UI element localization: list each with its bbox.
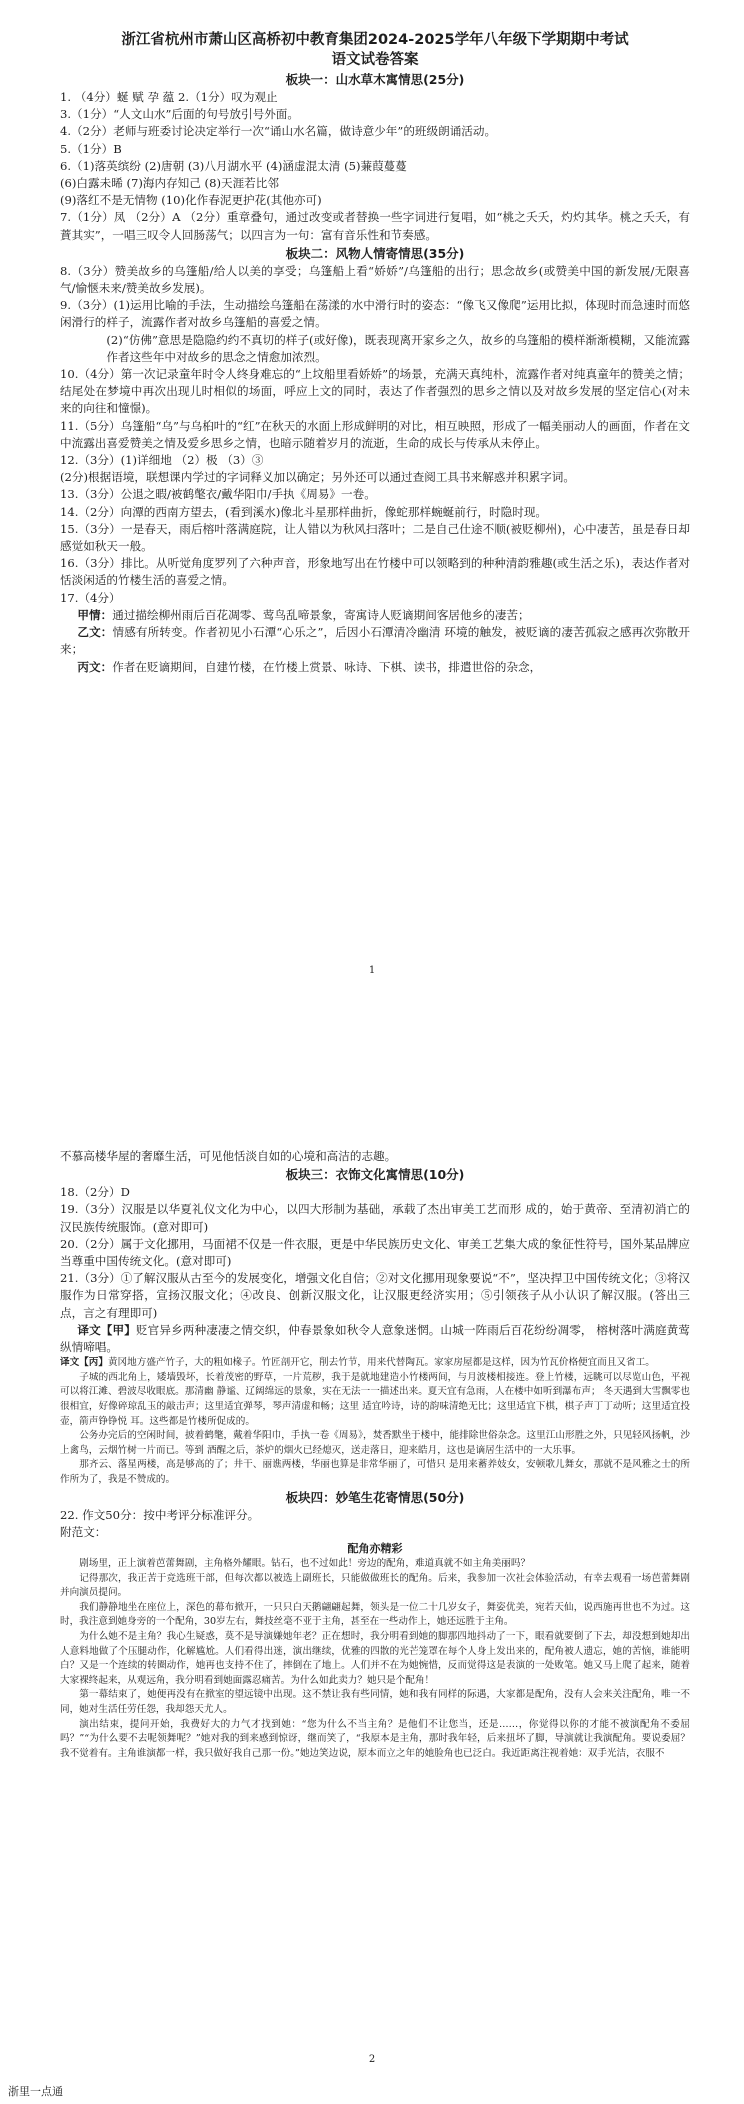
page2-content — [60, 1148, 690, 1761]
answer-line: 12.（3分）(1)详细地 （2）极 （3）③ — [60, 453, 264, 468]
answer-line: 10.（4分）第一次记录童年时令人终身难忘的“上坟船里看娇娇”的场景，充满天真纯朴，流露作者对纯真童年的赞美之情；结尾处在梦境中再次出现儿时相似的场面，呼应上文的同时，表达了作者强烈的思乡之情以及对故乡发展的坚定信心(对未来的向往和憧憬)。 — [60, 367, 690, 416]
translation-paragraph: 公务办完后的空闲时间，披着鹤氅，戴着华阳巾，手执一卷《周易》，焚香默坐于楼中，能排除世俗杂念。这里江山形胜之外，只见轻风扬帆，沙上禽鸟，云烟竹树一片而已。等到 酒醒之后，茶炉的烟火已经熄灭，送走落日，迎来皓月，这也是谪居生活中的一大乐事。 — [60, 1430, 690, 1456]
bing-text: 作者在贬谪期间，自建竹楼，在竹楼上赏景、咏诗、下棋、读书，排遣世俗的杂念， — [112, 659, 542, 674]
jia-text: 通过描绘柳州雨后百花凋零、莺鸟乱啼景象，寄寓诗人贬谪期间客居他乡的凄苦； — [112, 607, 530, 622]
essay-paragraph: 剧场里，正上演着芭蕾舞剧，主角格外耀眼。钻石，也不过如此！旁边的配角，难道真就不如主角美丽吗？ — [79, 1557, 531, 1569]
essay-paragraph: 演出结束，提问开始，我费好大的力气才找到她：“您为什么不当主角？是他们不让您当，还是……，你觉得以你的才能不被演配角不委屈吗？”“为什么要不去呢领舞呢？”她对我的到来感到惊讶，继而笑了，“我原本是主角，那时我年轻，后来扭坏了脚，导演就让我演配角。要说委屈？我不觉着有。主角谁演都一样，我只做好我自己那一份。”她边笑边说，原本而立之年的她脸角也已泛白。我近距离注视着她：双手光洁，衣服不 — [60, 1718, 690, 1759]
translation-jia-label: 译文【甲】 — [77, 1322, 136, 1337]
essay-paragraph: 第一幕结束了，她便再没有在掀室的望远镜中出现。这不禁让我有些同情，她和我有同样的际遇，大家都是配角，没有人会来关注配角，唯一不同，她对生活任劳任怨，我却怨天尤人。 — [60, 1689, 690, 1715]
section2-heading: 板块二：风物人情寄情思(35分) — [285, 245, 465, 261]
answer-line: 18.（2分）D — [60, 1185, 130, 1200]
answer-line: 4.（2分）老师与班委讨论决定举行一次“诵山水名篇，做诗意少年”的班级朗诵活动。 — [60, 124, 497, 139]
answer-line: 21.（3分）①了解汉服从古至今的发展变化，增强文化自信；②对文化挪用现象要说“不”，坚决捍卫中国传统文化；③将汉服作为日常穿搭，宣扬汉服文化；④改良、创新汉服文化，让汉服更经济实用；⑤引领孩子从小认识了解汉服。(答出三点，言之有理即可) — [60, 1271, 690, 1320]
page1-content — [60, 30, 690, 676]
answer-line: 7.（1分）凤 （2分）A （2分）重章叠句，通过改变或者替换一些字词进行复唱，如“桃之夭夭，灼灼其华。桃之夭夭，有蕡其实”，一唱三叹令人回肠荡气；以四言为一句：富有音乐性和节奏感。 — [60, 210, 690, 242]
essay-label: 附范文： — [60, 1524, 107, 1539]
answer-17-continuation: 不慕高楼华屋的奢靡生活，可见他恬淡自如的心境和高洁的志趣。 — [60, 1149, 397, 1163]
translation-bing-text: 黄冈地方盛产竹子，大的粗如椽子。竹匠剖开它，削去竹节，用来代替陶瓦。家家房屋都是这样，因为竹瓦价格便宜而且又省工。 — [107, 1357, 655, 1369]
answer-line: 6.（1)落英缤纷 (2)唐朝 (3)八月湖水平 (4)涵虚混太清 (5)蒹葭蔓蔓 — [60, 158, 407, 173]
answer-line: 15.（3分）一是春天，雨后榕叶落满庭院，让人错以为秋风扫落叶；二是自己仕途不顺(被贬柳州)，心中凄苦，虽是春日却感觉如秋天一般。 — [60, 521, 690, 554]
answer-line: 11.（5分）乌篷船“乌”与乌桕叶的“红”在秋天的水面上形成鲜明的对比，相互映照，形成了一幅美丽动人的画面，作者在文中流露出喜爱赞美之情及爱乡思乡之情，也暗示随着岁月的流逝，生命的成长与传承从未停止。 — [60, 418, 690, 450]
document-title-line2: 语文试卷答案 — [331, 52, 419, 68]
yi-label: 乙文： — [77, 625, 113, 640]
watermark-text: 浙里一点通 — [8, 2085, 63, 2098]
translation-bing-label: 译文【丙】 — [60, 1357, 108, 1369]
answer-line: 3.（1分）“人文山水”后面的句号放引号外面。 — [60, 107, 299, 122]
answer-line: 20.（2分）属于文化挪用，马面裙不仅是一件衣服，更是中华民族历史文化、审美工艺集大成的象征性符号，国外某品牌应当尊重中国传统文化。(意对即可) — [60, 1236, 690, 1269]
document-title-line1: 浙江省杭州市萧山区高桥初中教育集团2024-2025学年八年级下学期期中考试 — [121, 32, 629, 48]
section3-heading: 板块三：衣饰文化寓情思(10分) — [285, 1167, 465, 1183]
section4-heading: 板块四：妙笔生花寄情思(50分) — [285, 1489, 465, 1505]
answer-line: (9)落红不是无情物 (10)化作春泥更护花(其他亦可) — [60, 193, 322, 208]
essay-paragraph: 记得那次，我正苦于竞选班干部，但每次都以被选上副班长，只能做做班长的配角。后来，我参加一次社会体验活动，有幸去观看一场芭蕾舞剧并向演员提问。 — [60, 1572, 690, 1599]
jia-label: 甲情： — [77, 607, 113, 622]
answer-line: 13.（3分）公退之暇/被鹤氅衣/戴华阳巾/手执《周易》一卷。 — [60, 487, 376, 502]
page-number-2: 2 — [368, 2054, 376, 2065]
answer-17-yi — [60, 624, 690, 658]
answer-line: 19.（3分）汉服是以华夏礼仪文化为中心，以四大形制为基础，承载了杰出审美工艺而形 成的，始于黄帝、至清初消亡的汉民族传统服饰。(意对即可) — [60, 1202, 690, 1234]
translation-paragraph: 那齐云、落星两楼，高是够高的了；井干、丽谯两楼，华丽也算是非常华丽了，可惜只 是用来蓄养妓女，安顿歌儿舞女，那就不是风雅之士的所作所为了，我是不赞成的。 — [60, 1459, 690, 1485]
translation-paragraph: 子城的西北角上，矮墙毁坏，长着茂密的野草，一片荒秽，我于是就地建造小竹楼两间，与月波楼相接连。登上竹楼，远眺可以尽览山色，平视可以将江滩、碧波尽收眼底。那清幽 静谧、辽阔绵远的景象，实在无法一一描述出来。夏天宜有急雨，人在楼中如听到瀑布声； 冬天遇到大雪飘零也很相宜，好像碎琼乱玉的敲击声；这里适宜弹琴，琴声清虚和畅；这里 适宜吟诗，诗的韵味清绝无比；这里适宜下棋，棋子声丁丁动听；这里适宜投壶，箭声铮铮悦 耳。这些都是竹楼所促成的。 — [60, 1371, 690, 1427]
answer-line: (2)“仿佛”意思是隐隐约约不真切的样子(或好像)，既表现离开家乡之久，故乡的乌篷船的模样渐渐模糊，又能流露作者这些年中对故乡的思念之情愈加浓烈。 — [106, 332, 690, 364]
translation-bing — [60, 1356, 690, 1371]
answer-17-bing — [60, 659, 690, 676]
translation-jia-text: 贬官异乡两种凄凄之情交织，仲春景象如秋令人意象迷惘。山城一阵雨后百花纷纷凋零， 榕树落叶满庭黄莺纵情啼唱。 — [60, 1322, 690, 1355]
answer-17-jia — [60, 607, 690, 624]
answer-line: 22. 作文50分：按中考评分标准评分。 — [60, 1507, 260, 1522]
answer-line: (6)白露未晞 (7)海内存知己 (8)天涯若比邻 — [60, 176, 279, 191]
section1-heading: 板块一：山水草木寓情思(25分) — [285, 72, 465, 87]
yi-text: 情感有所转变。作者初见小石潭“心乐之”，后因小石潭清冷幽清 环境的触发，被贬谪的凄苦孤寂之感再次弥散开来； — [60, 625, 690, 657]
answer-line: 16.（3分）排比。从听觉角度罗列了六种声音，形象地写出在竹楼中可以领略到的种种清韵雅趣(或生活之乐)，表达作者对恬淡闲适的竹楼生活的喜爱之情。 — [60, 556, 690, 588]
essay-title: 配角亦精彩 — [347, 1541, 403, 1555]
answer-line: 14.（2分）向潭的西南方望去，(看到溪水)像北斗星那样曲折，像蛇那样蜿蜒前行，时隐时现。 — [60, 504, 548, 519]
bing-label: 丙文： — [77, 659, 113, 674]
translation-jia — [60, 1322, 690, 1356]
answer-line: 9.（3分）(1)运用比喻的手法，生动描绘乌篷船在荡漾的水中滑行时的姿态：“像飞又像爬”运用比拟，体现时而急速时而悠闲滑行的样子，流露作者对故乡乌篷船的喜爱之情。 — [60, 298, 690, 330]
answer-line: 17.（4分） — [60, 590, 121, 605]
answer-line: 8.（3分）赞美故乡的乌篷船/给人以美的享受；乌篷船上看“娇娇”/乌篷船的出行；思念故乡(或赞美中国的新发展/无限喜气/愉惬未来/赞美故乡发展)。 — [60, 263, 690, 296]
answer-line: 1. （4分）蜒 赋 孕 蕴 2.（1分）叹为观止 — [60, 90, 278, 104]
essay-paragraph: 为什么她不是主角？我心生疑惑，莫不是导演嫌她年老？正在想时，我分明看到她的脚那四地抖动了一下，眼看就要倒了下去，却没想到她却出人意料地做了个压腿动作，化解尴尬。人们看得出迷，演出继续，优雅的四散的光芒笼罩在每个人身上发出来的，配角被人遗忘，她的苦恼，谁能明白？又是一个连续的转圈动作，她再也支持不住了，摔倒在了地上。人们并不在为她惋惜，反而觉得这是表演的一处败笔。她又马上爬了起来，随着大家裸终起来，从观远角，我分明看到她面露忍痛苦。为什么如此卖力？她只是个配角！ — [60, 1630, 690, 1686]
essay-paragraph: 我们静静地坐在座位上，深色的幕布掀开，一只只白天鹅翩翩起舞，领头是一位二十几岁女子，舞姿优美，宛若天仙，说西施再世也不为过。这时，我注意到她身旁的一个配角，30岁左右，舞技丝毫不亚于主角，甚至在一些动作上，她还远胜于主角。 — [60, 1601, 690, 1628]
page-number-1: 1 — [368, 965, 376, 976]
answer-line: 5.（1分）B — [60, 141, 122, 156]
answer-line: (2分)根据语境，联想课内学过的字词释义加以确定；另外还可以通过查阅工具书来解惑并积累字词。 — [60, 470, 575, 485]
